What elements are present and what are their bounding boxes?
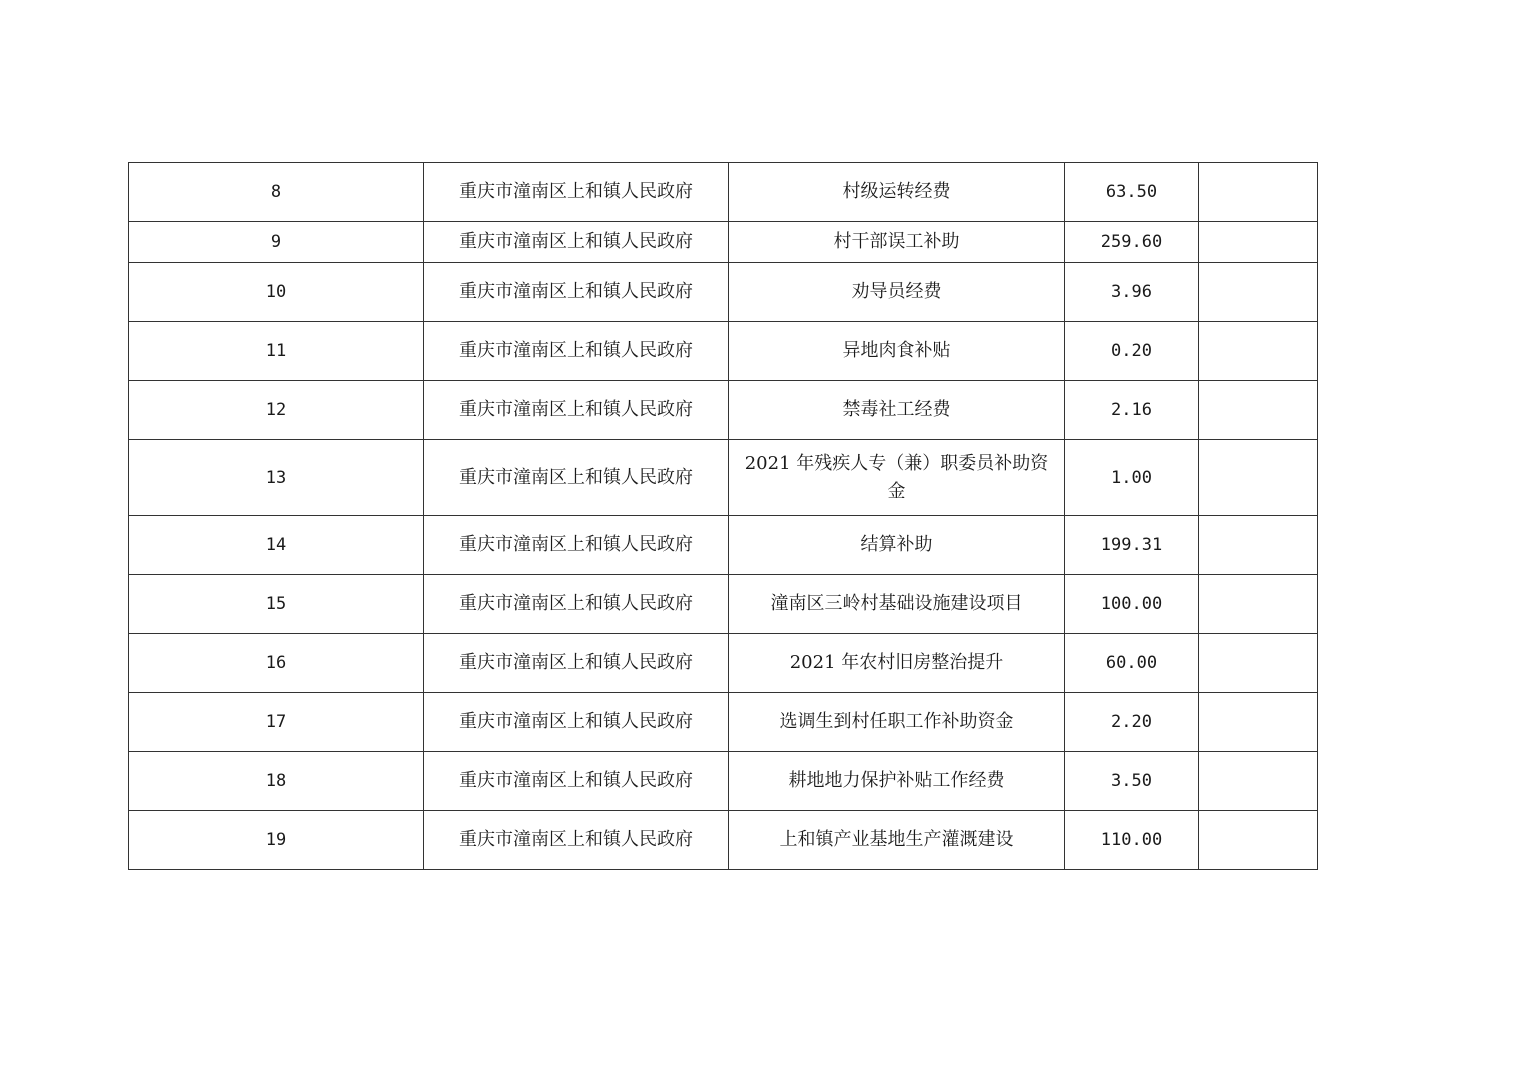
table-row	[129, 634, 1318, 693]
unit-name: 重庆市潼南区上和镇人民政府	[424, 263, 729, 322]
amount: 2.20	[1065, 693, 1199, 752]
amount: 100.00	[1065, 575, 1199, 634]
amount: 259.60	[1065, 222, 1199, 263]
project-name: 禁毒社工经费	[729, 381, 1065, 440]
row-number: 16	[129, 634, 424, 693]
amount: 199.31	[1065, 516, 1199, 575]
note	[1199, 634, 1318, 693]
table-row	[129, 752, 1318, 811]
table-row	[129, 811, 1318, 870]
unit-name: 重庆市潼南区上和镇人民政府	[424, 163, 729, 222]
project-name: 潼南区三岭村基础设施建设项目	[729, 575, 1065, 634]
amount: 3.96	[1065, 263, 1199, 322]
note	[1199, 263, 1318, 322]
row-number: 13	[129, 440, 424, 516]
project-name: 2021 年残疾人专（兼）职委员补助资金	[729, 440, 1065, 516]
unit-name: 重庆市潼南区上和镇人民政府	[424, 381, 729, 440]
amount: 2.16	[1065, 381, 1199, 440]
row-number: 17	[129, 693, 424, 752]
table-row	[129, 163, 1318, 222]
project-name: 村干部误工补助	[729, 222, 1065, 263]
table-row	[129, 440, 1318, 516]
row-number: 10	[129, 263, 424, 322]
unit-name: 重庆市潼南区上和镇人民政府	[424, 634, 729, 693]
unit-name: 重庆市潼南区上和镇人民政府	[424, 222, 729, 263]
project-name: 异地肉食补贴	[729, 322, 1065, 381]
amount: 63.50	[1065, 163, 1199, 222]
unit-name: 重庆市潼南区上和镇人民政府	[424, 575, 729, 634]
table-row	[129, 322, 1318, 381]
note	[1199, 693, 1318, 752]
unit-name: 重庆市潼南区上和镇人民政府	[424, 516, 729, 575]
amount: 0.20	[1065, 322, 1199, 381]
row-number: 19	[129, 811, 424, 870]
row-number: 18	[129, 752, 424, 811]
table-row	[129, 263, 1318, 322]
row-number: 12	[129, 381, 424, 440]
unit-name: 重庆市潼南区上和镇人民政府	[424, 440, 729, 516]
project-name: 劝导员经费	[729, 263, 1065, 322]
note	[1199, 222, 1318, 263]
unit-name: 重庆市潼南区上和镇人民政府	[424, 811, 729, 870]
amount: 3.50	[1065, 752, 1199, 811]
row-number: 14	[129, 516, 424, 575]
unit-name: 重庆市潼南区上和镇人民政府	[424, 322, 729, 381]
table-row	[129, 693, 1318, 752]
table-row	[129, 575, 1318, 634]
amount: 1.00	[1065, 440, 1199, 516]
note	[1199, 516, 1318, 575]
unit-name: 重庆市潼南区上和镇人民政府	[424, 693, 729, 752]
project-name: 耕地地力保护补贴工作经费	[729, 752, 1065, 811]
project-name: 结算补助	[729, 516, 1065, 575]
note	[1199, 752, 1318, 811]
row-number: 15	[129, 575, 424, 634]
project-name: 村级运转经费	[729, 163, 1065, 222]
note	[1199, 440, 1318, 516]
note	[1199, 575, 1318, 634]
amount: 110.00	[1065, 811, 1199, 870]
row-number: 8	[129, 163, 424, 222]
note	[1199, 381, 1318, 440]
row-number: 11	[129, 322, 424, 381]
note	[1199, 322, 1318, 381]
project-name: 上和镇产业基地生产灌溉建设	[729, 811, 1065, 870]
unit-name: 重庆市潼南区上和镇人民政府	[424, 752, 729, 811]
note	[1199, 811, 1318, 870]
row-number: 9	[129, 222, 424, 263]
project-name: 选调生到村任职工作补助资金	[729, 693, 1065, 752]
note	[1199, 163, 1318, 222]
funding-table-body	[129, 163, 1318, 870]
table-row	[129, 516, 1318, 575]
amount: 60.00	[1065, 634, 1199, 693]
funding-table	[128, 162, 1318, 870]
project-name: 2021 年农村旧房整治提升	[729, 634, 1065, 693]
table-row	[129, 381, 1318, 440]
table-row	[129, 222, 1318, 263]
